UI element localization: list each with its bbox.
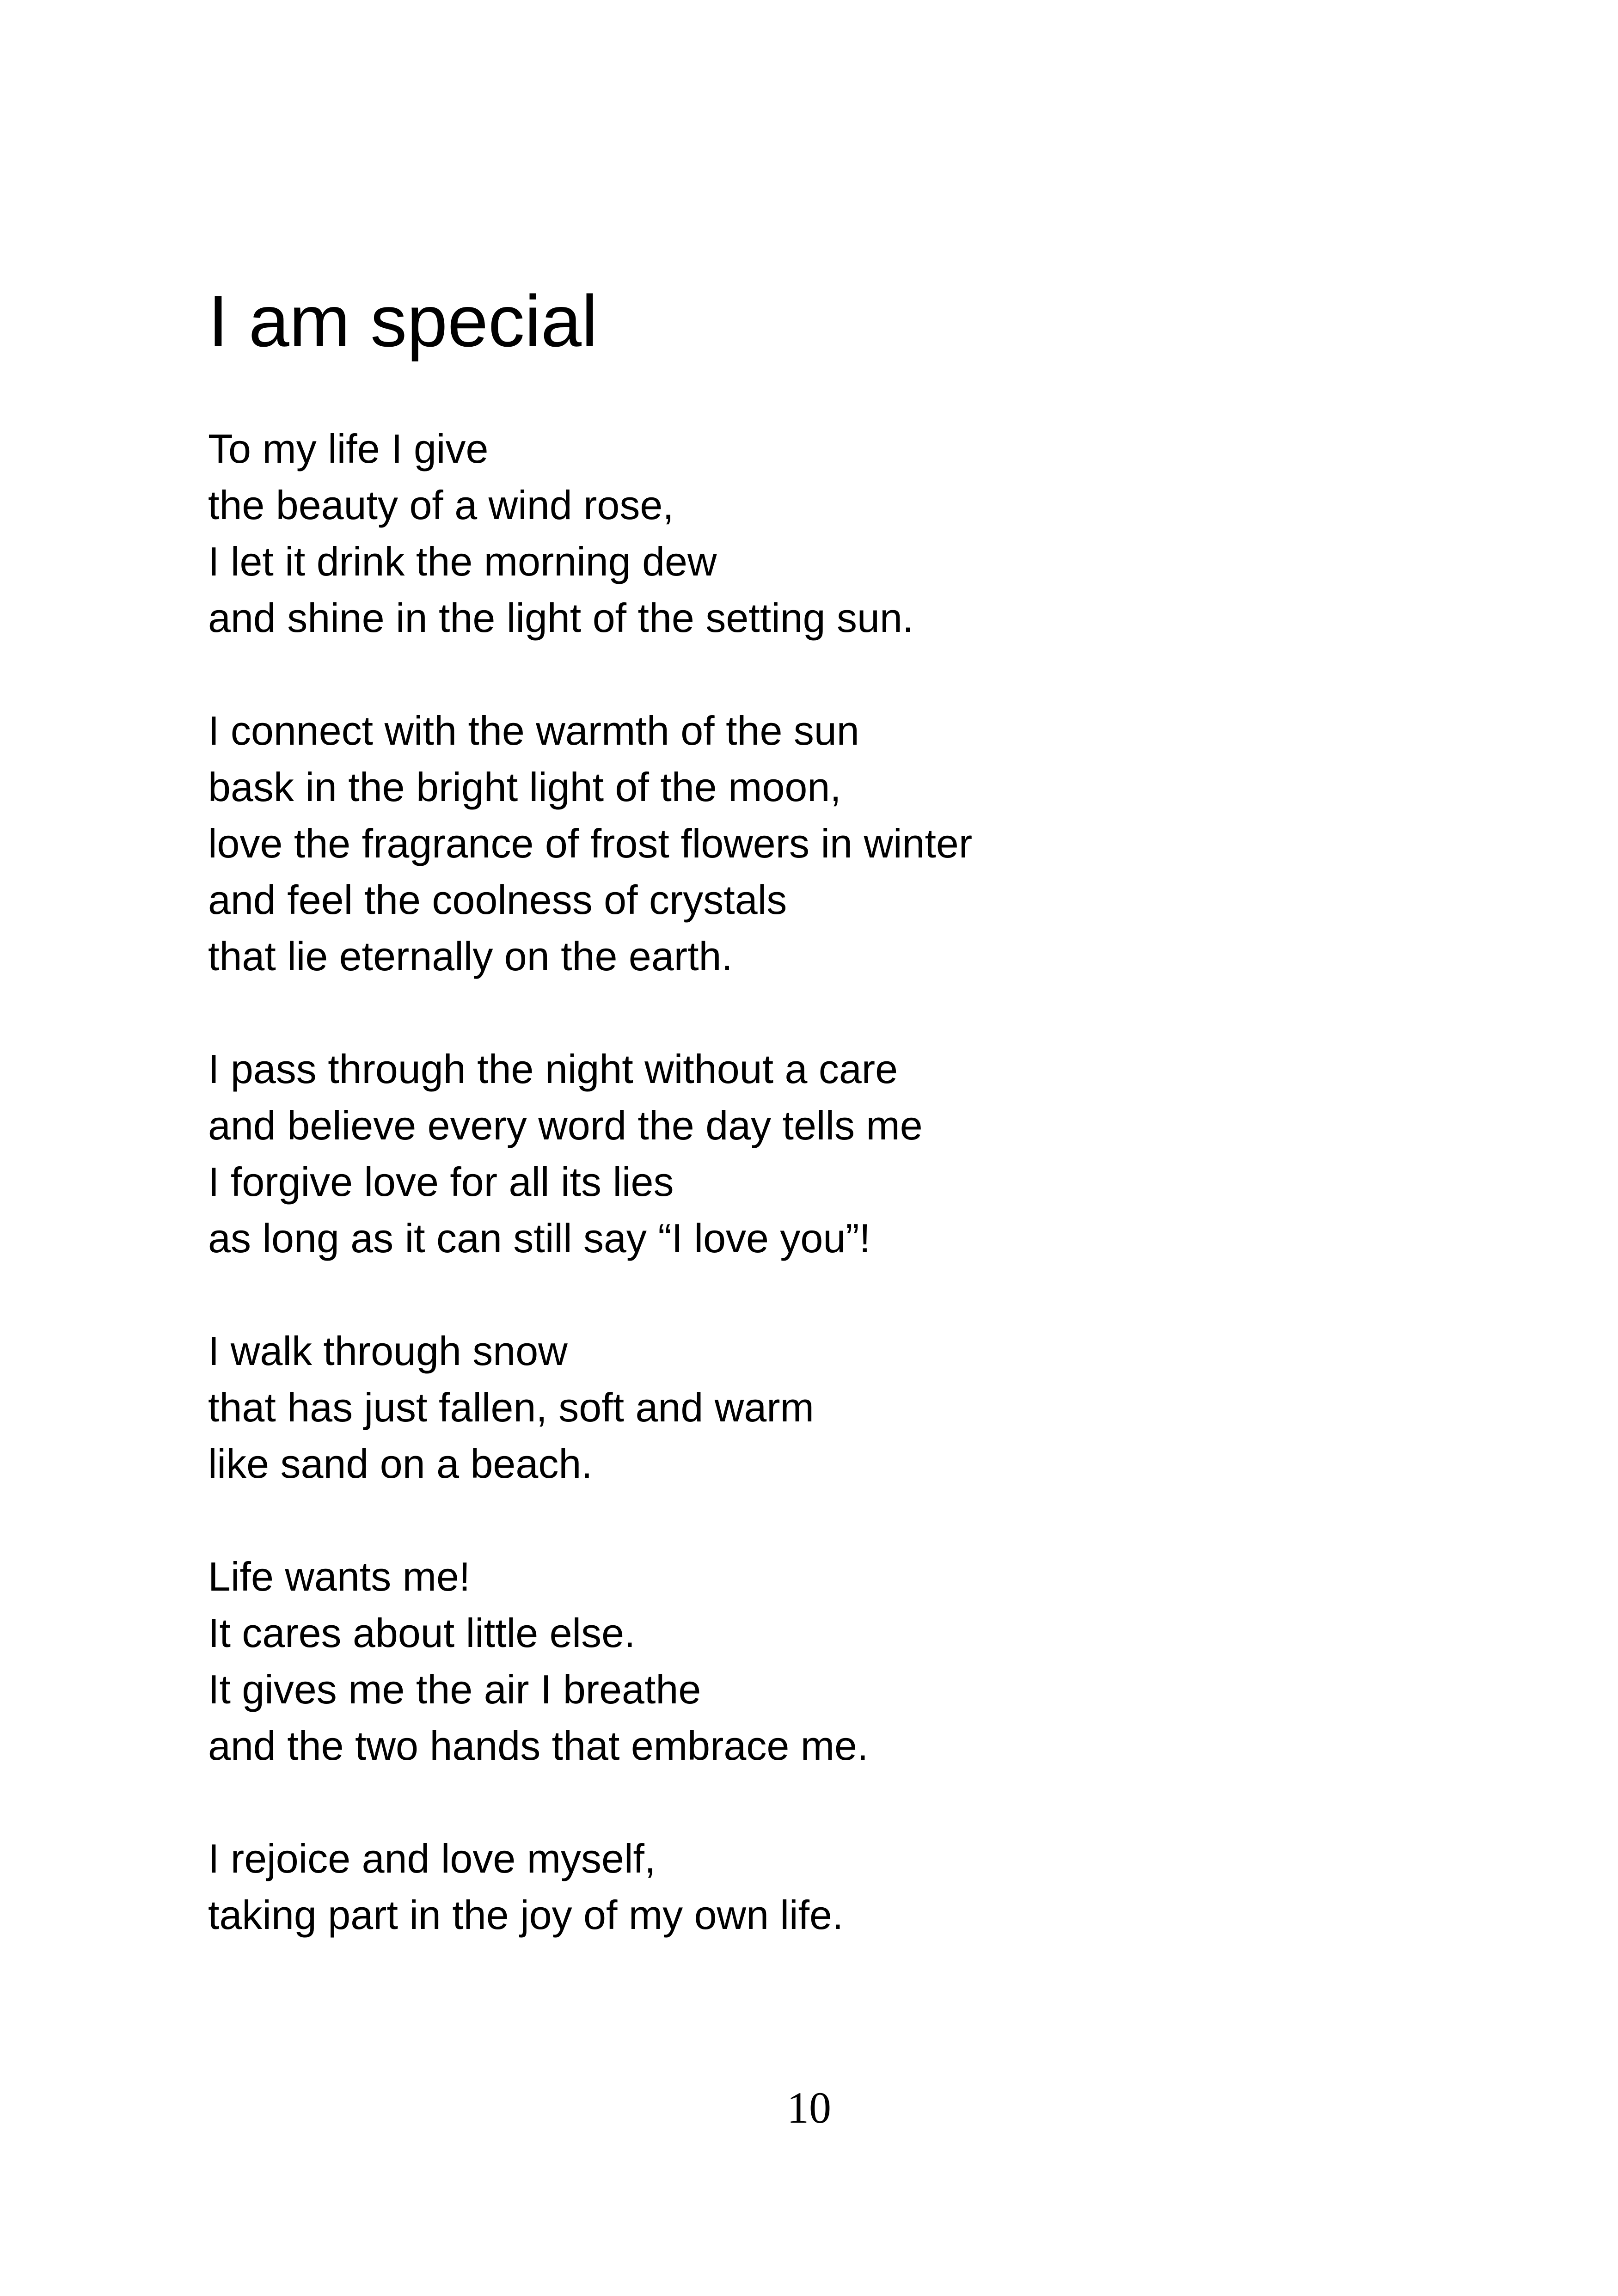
poem-line: I pass through the night without a care	[208, 1046, 898, 1092]
poem-line: love the fragrance of frost flowers in winter	[208, 820, 973, 866]
stanza	[208, 421, 1456, 646]
poem-body	[208, 421, 1456, 1943]
poem-line: I walk through snow	[208, 1328, 568, 1374]
stanza	[208, 1041, 1456, 1267]
stanza	[208, 1549, 1456, 1774]
poem-line: Life wants me!	[208, 1554, 471, 1599]
poem-line: I rejoice and love myself,	[208, 1836, 656, 1881]
poem-line: as long as it can still say “I love you”!	[208, 1215, 871, 1261]
poem-line: I connect with the warmth of the sun	[208, 708, 859, 753]
poem-line: the beauty of a wind rose,	[208, 482, 674, 528]
poem-line: and believe every word the day tells me	[208, 1102, 923, 1148]
poem-line: and the two hands that embrace me.	[208, 1723, 869, 1769]
poem-line: It cares about little else.	[208, 1610, 636, 1656]
stanza	[208, 703, 1456, 985]
poem-line: that has just fallen, soft and warm	[208, 1384, 814, 1430]
poem-line: and feel the coolness of crystals	[208, 877, 787, 923]
poem-line: It gives me the air I breathe	[208, 1666, 701, 1712]
stanza	[208, 1323, 1456, 1492]
stanza	[208, 1831, 1456, 1943]
poem-title: I am special	[208, 281, 598, 362]
poem-line: that lie eternally on the earth.	[208, 933, 733, 979]
poem-line: To my life I give	[208, 426, 489, 471]
poem-line: I forgive love for all its lies	[208, 1159, 674, 1205]
poem-line: bask in the bright light of the moon,	[208, 764, 841, 810]
page-number: 10	[787, 2083, 831, 2132]
poem-line: like sand on a beach.	[208, 1441, 593, 1487]
poem-line: and shine in the light of the setting sun.	[208, 595, 914, 641]
poem-line: I let it drink the morning dew	[208, 539, 717, 584]
poem-line: taking part in the joy of my own life.	[208, 1892, 844, 1938]
